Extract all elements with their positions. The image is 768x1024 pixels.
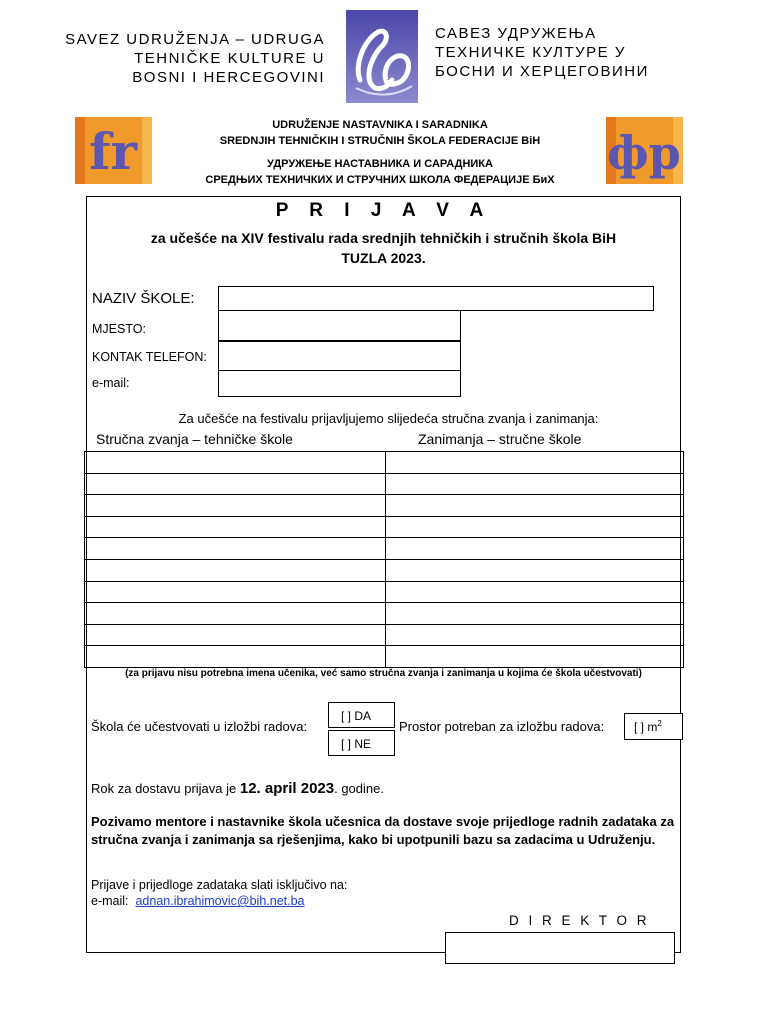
table-cell-vocational[interactable] xyxy=(386,516,684,538)
deadline-date: 12. april 2023 xyxy=(239,780,335,797)
association-latin-line-1: UDRUŽENJE NASTAVNIKA I SARADNIKA xyxy=(272,119,488,131)
header-left-latin xyxy=(40,30,325,87)
table-cell-vocational[interactable] xyxy=(386,538,684,560)
deadline-prefix: Rok za dostavu prijava je xyxy=(91,781,240,796)
table-cell-technical[interactable] xyxy=(85,473,386,495)
school-name-label: NAZIV ŠKOLE: xyxy=(92,290,195,307)
school-name-field[interactable] xyxy=(218,286,654,311)
note-text: (za prijavu nisu potrebna imena učenika, već samo stručna zvanja i zanimanja u kojima će škola učestvovati) xyxy=(125,668,642,679)
table-cell-vocational[interactable] xyxy=(386,473,684,495)
table-cell-technical[interactable] xyxy=(85,538,386,560)
email-field[interactable] xyxy=(218,370,461,397)
table-row xyxy=(85,603,684,625)
director-signature-box[interactable] xyxy=(445,932,675,964)
form-subtitle-line-1: za učešće na XIV festivalu rada srednjih tehničkih i stručnih škola BiH xyxy=(150,230,617,246)
header-left-line-3: BOSNI I HERCEGOVINI xyxy=(132,69,325,86)
table-cell-vocational[interactable] xyxy=(386,559,684,581)
form-subtitle xyxy=(86,228,681,268)
association-cyrillic xyxy=(160,156,600,188)
table-cell-technical[interactable] xyxy=(85,495,386,517)
table-cell-technical[interactable] xyxy=(85,603,386,625)
phone-label: KONTAK TELEFON: xyxy=(92,350,207,364)
association-cyrillic-line-1: УДРУЖЕЊЕ НАСТАВНИКА И САРАДНИКА xyxy=(267,158,493,170)
email-contact-prefix: e-mail: xyxy=(91,894,129,908)
table-row xyxy=(85,646,684,668)
table-cell-technical[interactable] xyxy=(85,581,386,603)
space-unit-superscript: 2 xyxy=(657,719,662,728)
space-field[interactable] xyxy=(624,713,683,740)
table-cell-technical[interactable] xyxy=(85,516,386,538)
table-cell-vocational[interactable] xyxy=(386,603,684,625)
space-label: Prostor potreban za izložbu radova: xyxy=(399,719,605,734)
table-row xyxy=(85,581,684,603)
send-instruction: Prijave i prijedloge zadataka slati isključivo na: xyxy=(91,878,348,892)
association-latin xyxy=(160,117,600,149)
place-label: MJESTO: xyxy=(92,322,146,336)
deadline-line xyxy=(91,780,384,797)
header-right-line-3: БОСНИ И ХЕРЦЕГОВИНИ xyxy=(435,63,649,80)
director-label: D I R E K T O R xyxy=(509,913,650,928)
table-cell-vocational[interactable] xyxy=(386,581,684,603)
header-left-line-1: SAVEZ UDRUŽENJA – UDRUGA xyxy=(65,31,325,48)
table-row xyxy=(85,559,684,581)
header-right-cyrillic xyxy=(435,24,735,81)
table-cell-technical[interactable] xyxy=(85,559,386,581)
column-header-technical: Stručna zvanja – tehničke škole xyxy=(96,431,293,447)
email-label: e-mail: xyxy=(92,376,130,390)
table-row xyxy=(85,516,684,538)
invite-text: Pozivamo mentore i nastavnike škola učesnica da dostave svoje prijedloge radnih zadataka za stručna zvanja i zanimanja sa rješenjima, kako bi upotpunili bazu sa zadacima u Udruženju. xyxy=(91,814,675,847)
exhibit-no-checkbox[interactable]: [ ] NE xyxy=(328,730,395,756)
header-left-line-2: TEHNIČKE KULTURE U xyxy=(134,50,325,67)
table-row xyxy=(85,538,684,560)
form-subtitle-line-2: TUZLA 2023. xyxy=(341,250,426,266)
fr-cyrillic-logo-icon xyxy=(606,117,683,184)
occupations-table xyxy=(84,451,684,668)
phone-field[interactable] xyxy=(218,341,461,371)
table-cell-vocational[interactable] xyxy=(386,452,684,474)
column-header-vocational: Zanimanja – stručne škole xyxy=(418,431,582,447)
exhibit-yes-checkbox[interactable]: [ ] DA xyxy=(328,702,395,728)
intro-text: Za učešće na festivalu prijavljujemo slijedeća stručna zvanja i zanimanja: xyxy=(178,411,599,426)
table-row xyxy=(85,624,684,646)
association-cyrillic-line-2: СРЕДЊИХ ТЕХНИЧКИХ И СТРУЧНИХ ШКОЛА ФЕДЕРАЦИЈЕ БиХ xyxy=(205,174,555,186)
table-row xyxy=(85,473,684,495)
table-cell-vocational[interactable] xyxy=(386,646,684,668)
fr-cyrillic-logo-text: фр xyxy=(607,126,681,180)
header-right-line-2: ТЕХНИЧКЕ КУЛТУРЕ У xyxy=(435,44,626,61)
fr-logo-icon xyxy=(75,117,152,184)
table-cell-technical[interactable] xyxy=(85,624,386,646)
header-right-line-1: САВЕЗ УДРУЖЕЊА xyxy=(435,25,597,42)
deadline-suffix: . godine. xyxy=(334,781,384,796)
table-cell-technical[interactable] xyxy=(85,452,386,474)
table-cell-vocational[interactable] xyxy=(386,624,684,646)
form-title: P R I J A V A xyxy=(275,200,492,221)
space-value: [ ] m xyxy=(634,720,658,734)
table-cell-technical[interactable] xyxy=(85,646,386,668)
place-field[interactable] xyxy=(218,310,461,341)
email-link[interactable]: adnan.ibrahimovic@bih.net.ba xyxy=(135,894,305,908)
table-row xyxy=(85,495,684,517)
union-logo-icon xyxy=(346,10,418,103)
fr-logo-text: fr xyxy=(89,122,137,181)
association-latin-line-2: SREDNJIH TEHNIČKIH I STRUČNIH ŠKOLA FEDERACIJE BiH xyxy=(219,135,541,147)
exhibit-label: Škola će učestvovati u izložbi radova: xyxy=(91,719,308,734)
table-row xyxy=(85,452,684,474)
table-cell-vocational[interactable] xyxy=(386,495,684,517)
email-contact-line xyxy=(91,894,305,908)
